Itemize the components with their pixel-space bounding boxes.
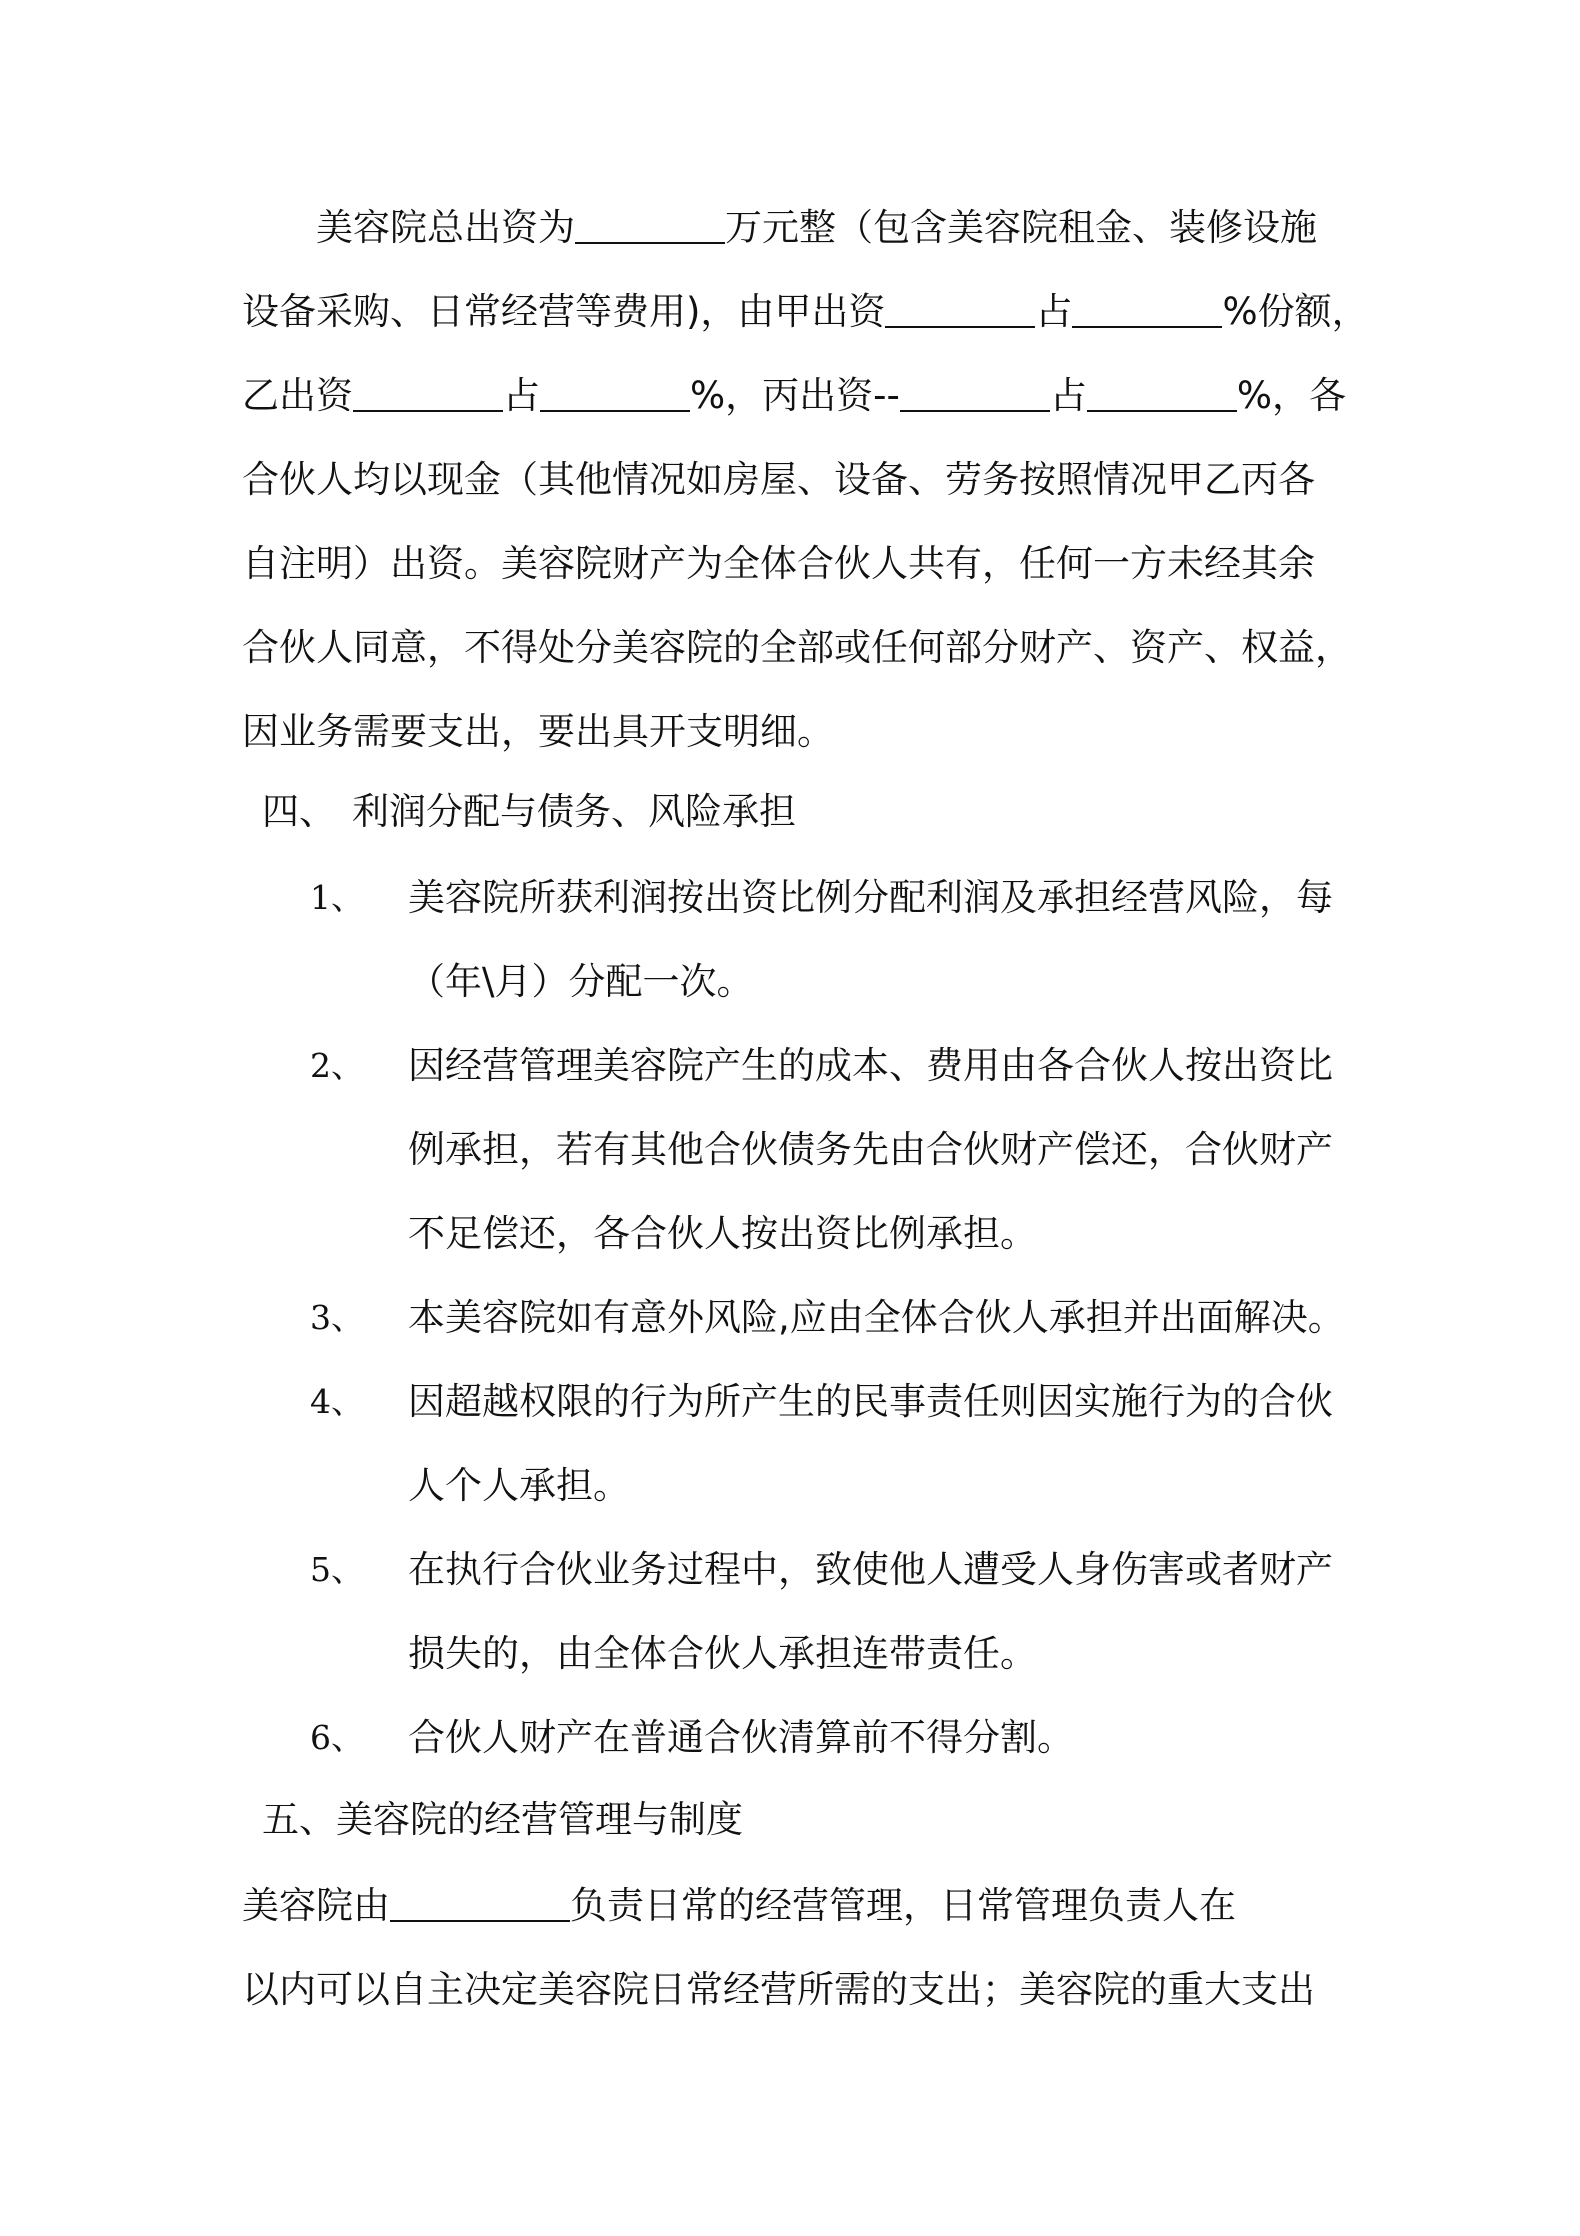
party-a-amount-blank[interactable]: [885, 288, 1035, 328]
section-4-title: 利润分配与债务、风险承担: [352, 790, 796, 833]
section-5-title: 五、美容院的经营管理与制度: [262, 1798, 743, 1841]
item-4-line-1: 因超越权限的行为所产生的民事责任则因实施行为的合伙: [408, 1380, 1333, 1423]
paragraph-line-4: 合伙人均以现金（其他情况如房屋、设备、劳务按照情况甲乙丙各: [242, 458, 1315, 501]
item-2-line-3: 不足偿还，各合伙人按出资比例承担。: [408, 1212, 1037, 1255]
item-3-number: 3、: [310, 1298, 364, 1337]
manager-blank[interactable]: [390, 1882, 570, 1922]
section-4-number: 四、: [262, 790, 336, 833]
paragraph-line-6: 合伙人同意，不得处分美容院的全部或任何部分财产、资产、权益，: [242, 626, 1352, 669]
item-4-number: 4、: [310, 1382, 364, 1421]
party-a-share-blank[interactable]: [1072, 288, 1222, 328]
paragraph-line-3: 乙出资 占 %，丙出资-- 占 %，各: [242, 374, 1347, 417]
item-5-number: 5、: [310, 1550, 364, 1589]
item-2-number: 2、: [310, 1046, 364, 1085]
item-1-number: 1、: [310, 878, 364, 917]
section-5-line-1: 美容院由 负责日常的经营管理，日常管理负责人在: [242, 1884, 1236, 1927]
item-2-line-2: 例承担，若有其他合伙债务先由合伙财产偿还，合伙财产: [408, 1128, 1333, 1171]
item-3-line-1: 本美容院如有意外风险,应由全体合伙人承担并出面解决。: [408, 1296, 1345, 1339]
item-5-line-2: 损失的，由全体合伙人承担连带责任。: [408, 1632, 1037, 1675]
party-c-share-blank[interactable]: [1087, 372, 1237, 412]
party-b-amount-blank[interactable]: [353, 372, 503, 412]
item-2-line-1: 因经营管理美容院产生的成本、费用由各合伙人按出资比: [408, 1044, 1333, 1087]
item-1-line-1: 美容院所获利润按出资比例分配利润及承担经营风险，每: [408, 876, 1333, 919]
paragraph-line-2: 设备采购、日常经营等费用)，由甲出资 占 %份额，: [242, 290, 1369, 333]
item-6-line-1: 合伙人财产在普通合伙清算前不得分割。: [408, 1716, 1074, 1759]
item-5-line-1: 在执行合伙业务过程中，致使他人遭受人身伤害或者财产: [408, 1548, 1333, 1591]
paragraph-line-1: 美容院总出资为 万元整（包含美容院租金、装修设施: [316, 206, 1317, 249]
amount-blank[interactable]: [575, 204, 725, 244]
party-b-share-blank[interactable]: [540, 372, 690, 412]
item-1-line-2: （年\月）分配一次。: [408, 960, 754, 1003]
paragraph-line-7: 因业务需要支出，要出具开支明细。: [242, 710, 834, 753]
section-5-line-2: 以内可以自主决定美容院日常经营所需的支出；美容院的重大支出: [242, 1968, 1315, 2011]
item-6-number: 6、: [310, 1718, 364, 1757]
party-c-amount-blank[interactable]: [900, 372, 1050, 412]
paragraph-line-5: 自注明）出资。美容院财产为全体合伙人共有，任何一方未经其余: [242, 542, 1315, 585]
item-4-line-2: 人个人承担。: [408, 1464, 630, 1507]
